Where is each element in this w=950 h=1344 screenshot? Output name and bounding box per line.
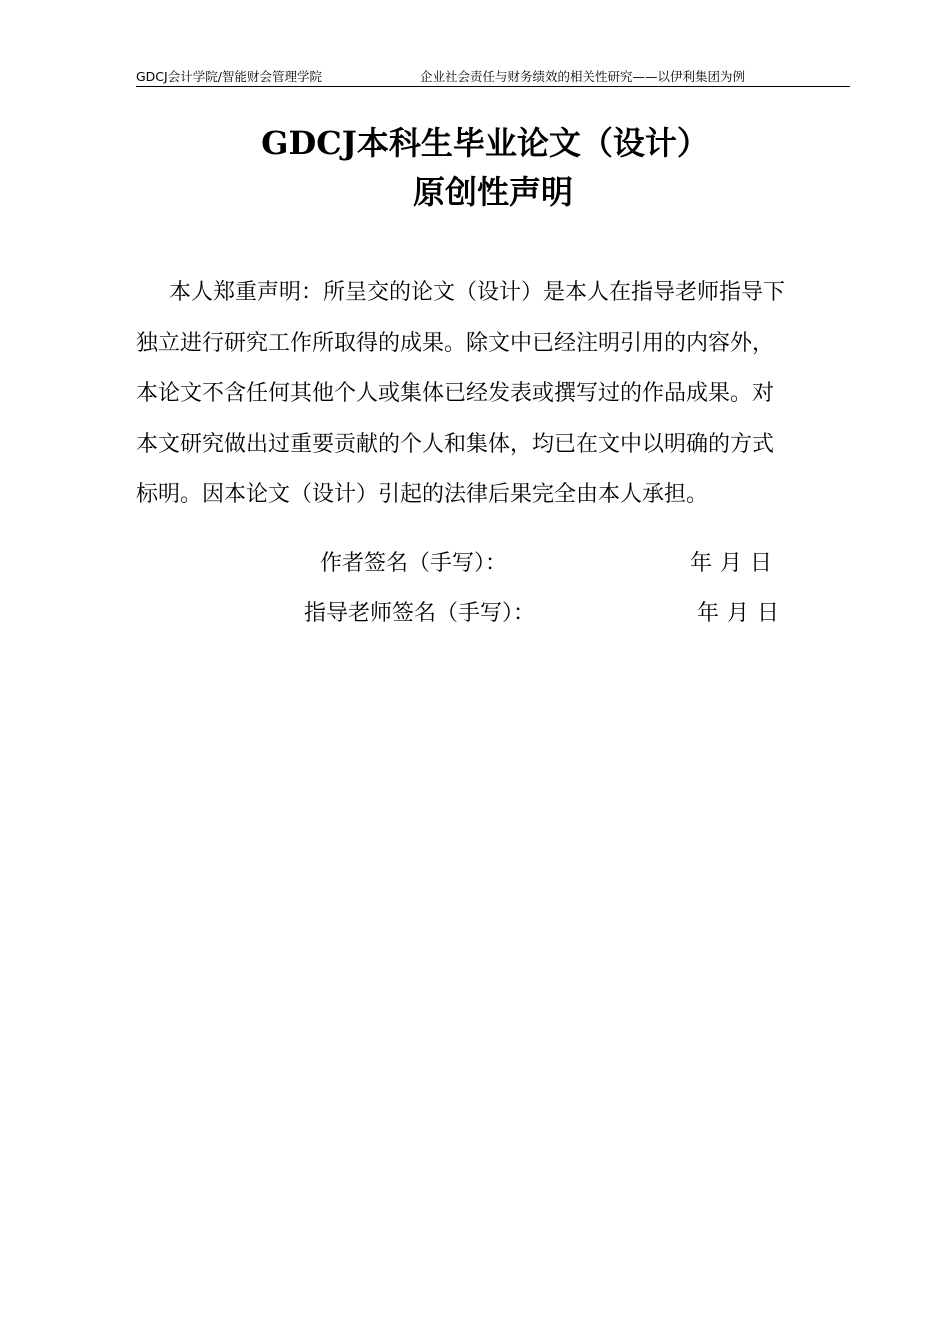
declaration-line: 标明。因本论文（设计）引起的法律后果完全由本人承担。	[136, 482, 709, 507]
author-signature-date: 年 月 日	[690, 551, 773, 576]
declaration-line: 本文研究做出过重要贡献的个人和集体，均已在文中以明确的方式	[136, 431, 775, 457]
author-signature-label: 作者签名（手写）：	[320, 551, 508, 576]
declaration-paragraph	[136, 268, 850, 521]
header-thesis-title: 企业社会责任与财务绩效的相关性研究——以伊利集团为例	[420, 69, 746, 84]
advisor-signature-date: 年 月 日	[697, 601, 780, 626]
document-title: GDCJ本科生毕业论文（设计）	[261, 124, 709, 162]
page-header	[136, 68, 850, 87]
document-subtitle: 原创性声明	[412, 173, 573, 211]
declaration-line: 本论文不含任何其他个人或集体已经发表或撰写过的作品成果。对	[136, 381, 775, 406]
declaration-line: 本人郑重声明：所呈交的论文（设计）是本人在指导老师指导下	[169, 280, 786, 305]
advisor-signature-label: 指导老师签名（手写）：	[304, 601, 536, 626]
header-school: GDCJ会计学院/智能财会管理学院	[136, 69, 322, 84]
declaration-line: 独立进行研究工作所取得的成果。除文中已经注明引用的内容外，	[136, 330, 775, 356]
